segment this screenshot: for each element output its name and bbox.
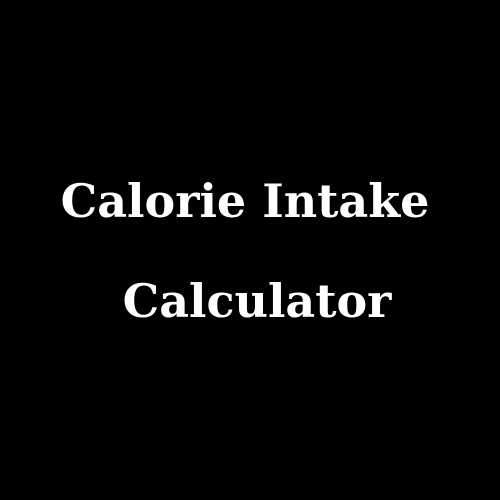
title-line-2: Calculator <box>122 274 392 328</box>
title-line-1: Calorie Intake <box>60 174 430 228</box>
